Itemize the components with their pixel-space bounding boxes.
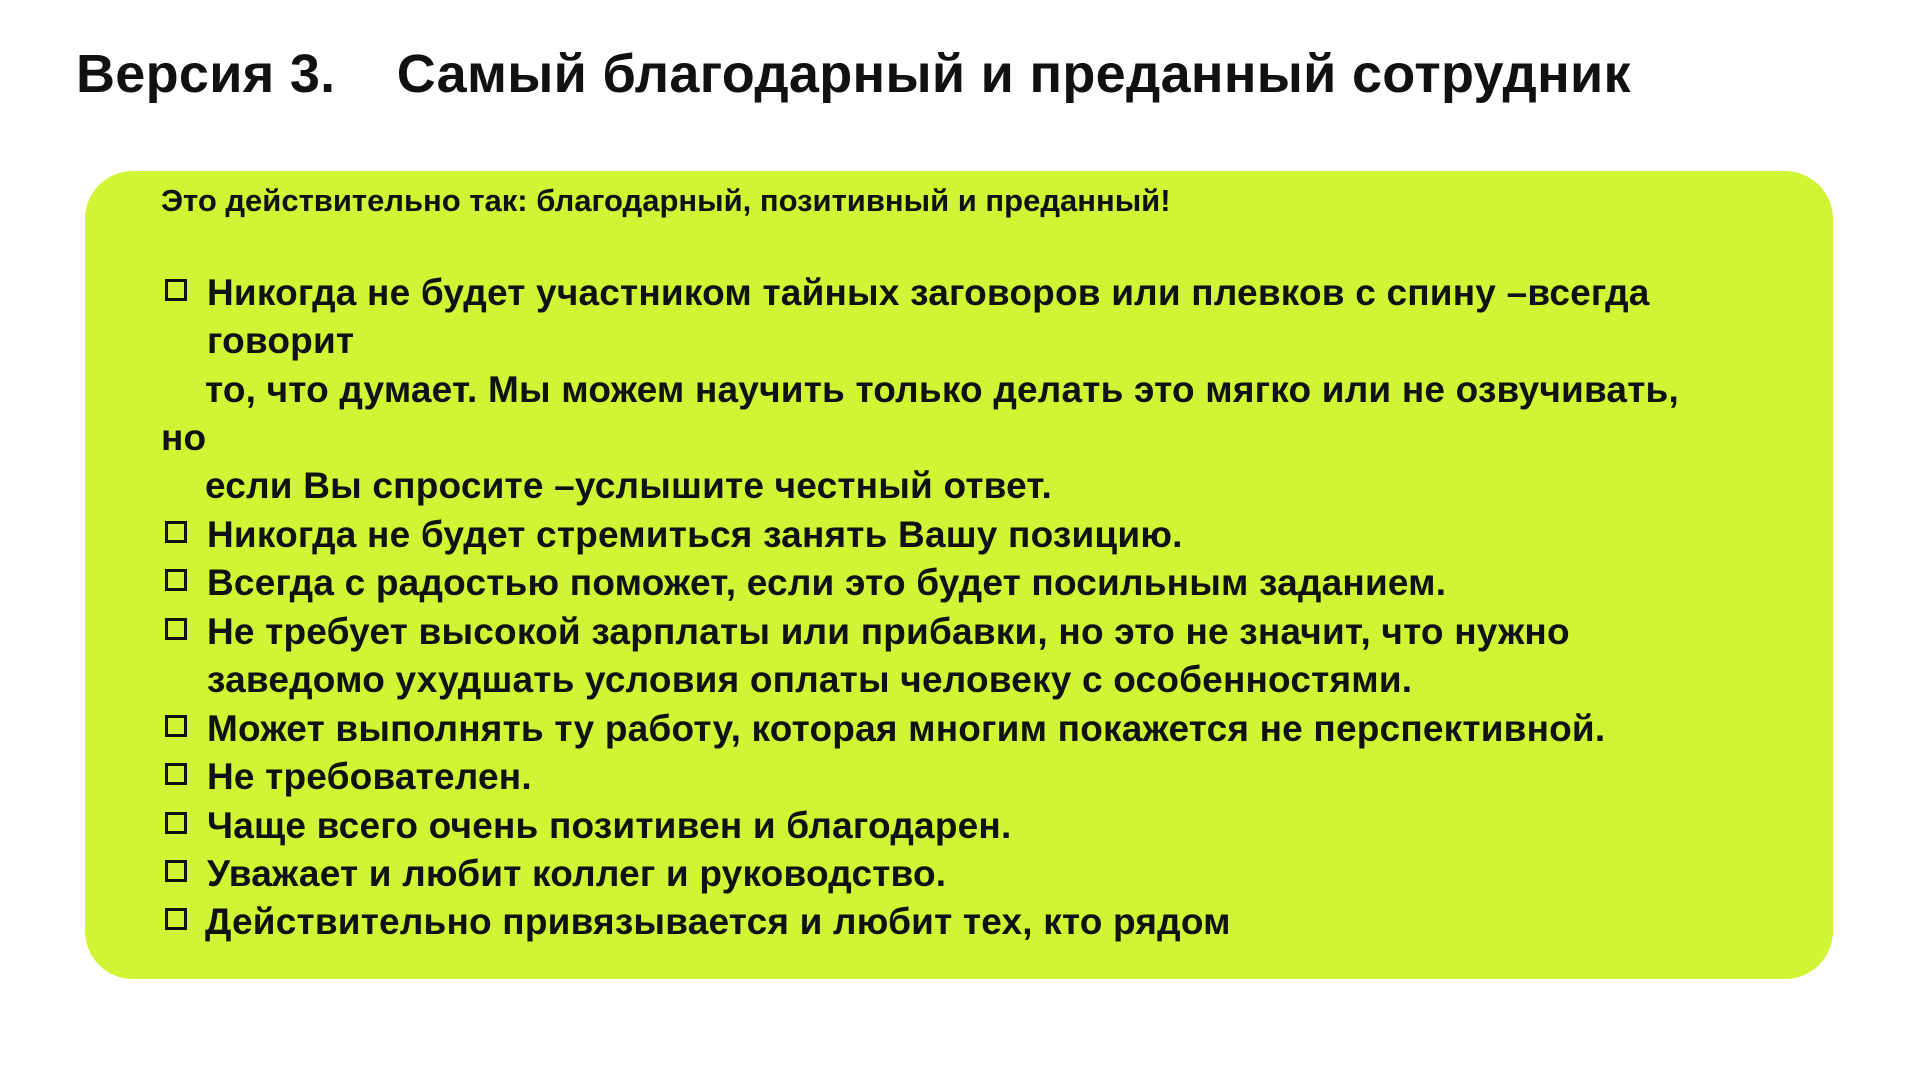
checkbox-bullet-icon (165, 279, 187, 301)
list-item-line: Всегда с радостью поможет, если это будет посильным заданием. (207, 562, 1447, 603)
checkbox-bullet-icon (165, 860, 187, 882)
list-item-line: Действительно привязывается и любит тех, кто рядом (205, 901, 1231, 942)
list-item-line: заведомо ухудшать условия оплаты человеку с особенностями. (207, 659, 1413, 700)
list-item-line: если Вы спросите –услышите честный ответ. (205, 465, 1052, 506)
list-item-line: Никогда не будет стремиться занять Вашу позицию. (207, 514, 1183, 555)
slide-title: Версия 3. Самый благодарный и преданный сотрудник (76, 44, 1631, 104)
checkbox-bullet-icon (165, 763, 187, 785)
checkbox-bullet-icon (165, 618, 187, 640)
checkbox-bullet-icon (165, 521, 187, 543)
list-item-line: но (161, 417, 207, 458)
intro-text: Это действительно так: благодарный, позитивный и преданный! (161, 183, 1171, 218)
list-item-line: говорит (207, 320, 355, 361)
list-item-line: Никогда не будет участником тайных заговоров или плевков с спину –всегда (207, 272, 1650, 313)
list-item-line: то, что думает. Мы можем научить только делать это мягко или не озвучивать, (205, 369, 1679, 410)
checkbox-bullet-icon (165, 908, 187, 930)
checkbox-bullet-icon (165, 569, 187, 591)
list-item-line: Не требует высокой зарплаты или прибавки, но это не значит, что нужно (207, 611, 1570, 652)
checkbox-bullet-icon (165, 715, 187, 737)
checkbox-bullet-icon (165, 812, 187, 834)
list-item-line: Чаще всего очень позитивен и благодарен. (207, 805, 1012, 846)
list-item-line: Уважает и любит коллег и руководство. (207, 853, 947, 894)
list-item-line: Не требователен. (207, 756, 532, 797)
list-item-line: Может выполнять ту работу, которая многим покажется не перспективной. (207, 708, 1606, 749)
